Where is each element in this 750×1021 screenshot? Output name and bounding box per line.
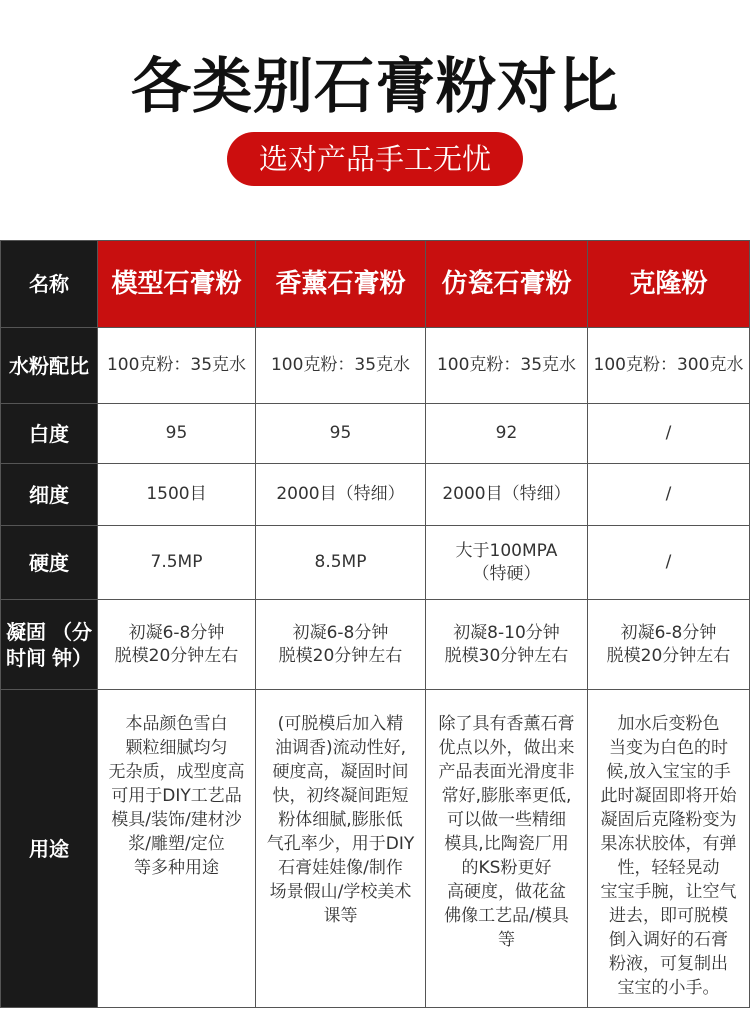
row-label: 硬度 <box>1 526 98 600</box>
table-cell: / <box>588 526 749 600</box>
row-label-use: 用途 <box>1 690 98 1007</box>
column-header: 香薰石膏粉 <box>256 241 426 328</box>
row-label-name: 名称 <box>1 241 98 328</box>
table-cell: 100克粉：35克水 <box>98 328 256 404</box>
column-header: 仿瓷石膏粉 <box>426 241 588 328</box>
use-description: 加水后变粉色 当变为白色的时 候,放入宝宝的手 此时凝固即将开始 凝固后克隆粉变为 果冻状胶体，有弹 性，轻轻晃动 宝宝手腕，让空气 进去，即可脱模 倒入调好的石膏 粉液，可复制出 宝宝的小手。 <box>600 714 737 998</box>
use-description: 除了具有香薰石膏 优点以外，做出来 产品表面光滑度非 常好,膨胀率更低, 可以做一些精细 模具,比陶瓷厂用 的KS粉更好 高硬度，做花盆 佛像工艺品/模具 等 <box>426 690 588 1007</box>
table-cell: 100克粉：35克水 <box>426 328 588 404</box>
table-cell: 100克粉：300克水 <box>588 328 749 404</box>
row-label: 水粉 配比 <box>1 328 98 404</box>
table-cell: 95 <box>256 404 426 464</box>
comparison-table <box>0 240 750 1008</box>
table-cell: 92 <box>426 404 588 464</box>
table-cell: 1500目 <box>98 464 256 526</box>
row-label: 凝固时间 （分钟） <box>1 600 98 690</box>
table-cell: 2000目（特细） <box>426 464 588 526</box>
table-cell: 大于100MPA （特硬） <box>426 526 588 600</box>
table-cell: 95 <box>98 404 256 464</box>
column-header: 克隆粉 <box>588 241 749 328</box>
page-title: 各类别石膏粉对比 <box>131 52 619 122</box>
table-cell: / <box>588 404 749 464</box>
use-description: (可脱模后加入精 油调香)流动性好, 硬度高，凝固时间 快，初终凝间距短 粉体细腻,膨胀低 气孔率少，用于DIY 石膏娃娃像/制作 场景假山/学校美术 课等 <box>256 690 426 1007</box>
table-cell: 初凝6-8分钟 脱模20分钟左右 <box>256 600 426 690</box>
column-header: 模型石膏粉 <box>98 241 256 328</box>
row-label: 白度 <box>1 404 98 464</box>
row-label: 细度 <box>1 464 98 526</box>
table-cell: 2000目（特细） <box>256 464 426 526</box>
table-cell: 初凝6-8分钟 脱模20分钟左右 <box>588 600 749 690</box>
table-cell: 8.5MP <box>256 526 426 600</box>
table-cell: 7.5MP <box>98 526 256 600</box>
table-cell: / <box>588 464 749 526</box>
table-cell: 100克粉：35克水 <box>256 328 426 404</box>
table-cell: 初凝6-8分钟 脱模20分钟左右 <box>98 600 256 690</box>
table-cell: 初凝8-10分钟 脱模30分钟左右 <box>426 600 588 690</box>
subtitle-badge: 选对产品手工无忧 <box>227 132 523 186</box>
use-description: 本品颜色雪白 颗粒细腻均匀 无杂质，成型度高 可用于DIY工艺品 模具/装饰/建材沙 浆/雕塑/定位 等多种用途 <box>98 690 256 1007</box>
